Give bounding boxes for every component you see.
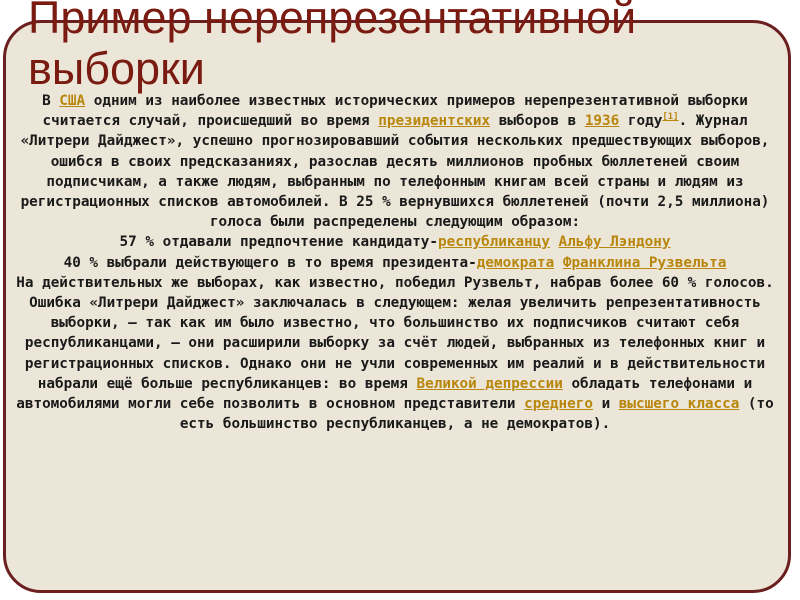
slide-title: Пример нерепрезентативной выборки — [28, 0, 637, 94]
link-presidential[interactable]: президентских — [378, 113, 491, 130]
link-alf-landon[interactable]: Альфу Лэндону — [558, 234, 671, 251]
text-segment: году — [619, 113, 663, 130]
text-segment: одним из наиболее известных исторических примеров нерепрезентативной выборки считается случай, происшедший во время — [42, 93, 748, 130]
paragraph-conclusion — [6, 273, 784, 435]
result-line-40 — [6, 253, 784, 273]
text-segment — [550, 234, 559, 250]
text-segment: выборов в — [490, 113, 585, 130]
text-segment: 40 % выбрали действующего в то время президента- — [63, 254, 477, 271]
link-middle-class[interactable]: среднего — [524, 396, 593, 413]
text-segment: обладать телефонами и автомобилями могли себе позволить в основном представители — [16, 375, 753, 413]
text-segment: (то есть большинство республиканцев, а не демократов). — [179, 396, 774, 433]
text-segment: 57 % отдавали предпочтение кандидату- — [119, 234, 439, 251]
text-segment: На действительных же выборах, как известно, победил Рузвельт, набрав более 60 % голосов. Ошибка «Литрери Дайджест» заключалась в следующем: желая увеличить репрезентативность выборки, — так как им было известно, что большинство их подписчиков считают себя республиканцами, — они расширили выборку за счёт людей, выбранных из телефонных книг и регистрационных списков. Однако они не учли современных им реалий и в действительности набрали ещё больше республиканцев: во время — [16, 274, 774, 392]
result-line-57 — [6, 232, 784, 252]
link-republican[interactable]: республиканцу — [438, 234, 550, 251]
text-segment: и — [592, 396, 619, 413]
link-upper-class[interactable]: высшего класса — [618, 396, 740, 413]
link-great-depression[interactable]: Великой депрессии — [416, 375, 563, 392]
link-franklin-roosevelt[interactable]: Франклина Рузвельта — [562, 254, 727, 271]
text-segment: . Журнал «Литрери Дайджест», успешно прогнозировавший события нескольких предшествующих выборов, ошибся в своих предсказаниях, разослав десять миллионов пробных бюллетеней своим подписчикам, а также людям, выбранным по телефонным книгам всей страны и людям из регистрационных списков автомобилей. В 25 % вернувшихся бюллетеней (почти 2,5 миллиона) голоса были распределены следующим образом: — [20, 113, 770, 231]
link-1936[interactable]: 1936 — [584, 113, 620, 130]
paragraph-intro — [6, 91, 784, 232]
link-usa[interactable]: США — [59, 93, 86, 109]
text-segment — [554, 255, 563, 271]
link-reference-1[interactable]: [1] — [662, 112, 679, 123]
slide-body — [6, 91, 784, 434]
text-segment: В — [42, 93, 60, 109]
link-democrat[interactable]: демократа — [476, 254, 555, 271]
